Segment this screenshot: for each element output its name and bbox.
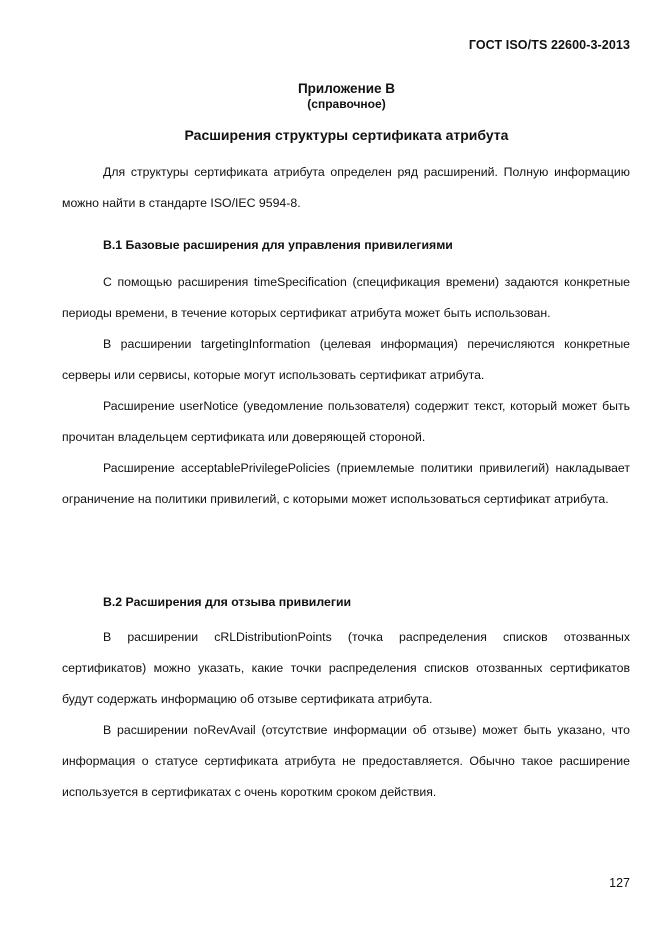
annex-subtitle: (справочное) [307,97,386,111]
intro-paragraph: Для структуры сертификата атрибута определен ряд расширений. Полную информацию можно найти в стандарте ISO/IEC 9594-8. [62,165,630,210]
paragraph-time-specification: С помощью расширения timeSpecification (спецификация времени) задаются конкретные периоды времени, в течение которых сертификат атрибута может быть использован. [62,275,630,320]
section-b1-body [62,267,630,515]
paragraph-targeting-information: В расширении targetingInformation (целевая информация) перечисляются конкретные серверы или сервисы, которые могут использовать сертификат атрибута. [62,337,630,382]
paragraph-acceptable-privilege-policies: Расширение acceptablePrivilegePolicies (приемлемые политики привилегий) накладывает ограничение на политики привилегий, с которыми может использоваться сертификат атрибута. [62,461,630,506]
intro-block [62,157,630,219]
section-b2-heading: В.2 Расширения для отзыва привилегии [103,595,352,609]
section-b1-heading: В.1 Базовые расширения для управления привилегиями [103,238,453,252]
paragraph-crl-distribution-points: В расширении cRLDistributionPoints (точка распределения списков отозванных сертификатов) можно указать, какие точки распределения списков отозванных сертификатов будут содержать информацию об отзыве сертификата атрибута. [62,630,630,706]
section-b2-body [62,622,630,808]
page-number: 127 [609,876,630,890]
annex-main-title: Расширения структуры сертификата атрибута [184,127,509,143]
annex-title: Приложение В [297,81,396,96]
paragraph-user-notice: Расширение userNotice (уведомление пользователя) содержит текст, который может быть прочитан владельцем сертификата или доверяющей стороной. [62,399,630,444]
standard-code-header: ГОСТ ISO/TS 22600-3-2013 [468,38,630,52]
paragraph-no-rev-avail: В расширении noRevAvail (отсутствие информации об отзыве) может быть указано, что информация о статусе сертификата атрибута не предоставляется. Обычно такое расширение используется в сертификатах с очень коротким сроком действия. [62,723,630,799]
